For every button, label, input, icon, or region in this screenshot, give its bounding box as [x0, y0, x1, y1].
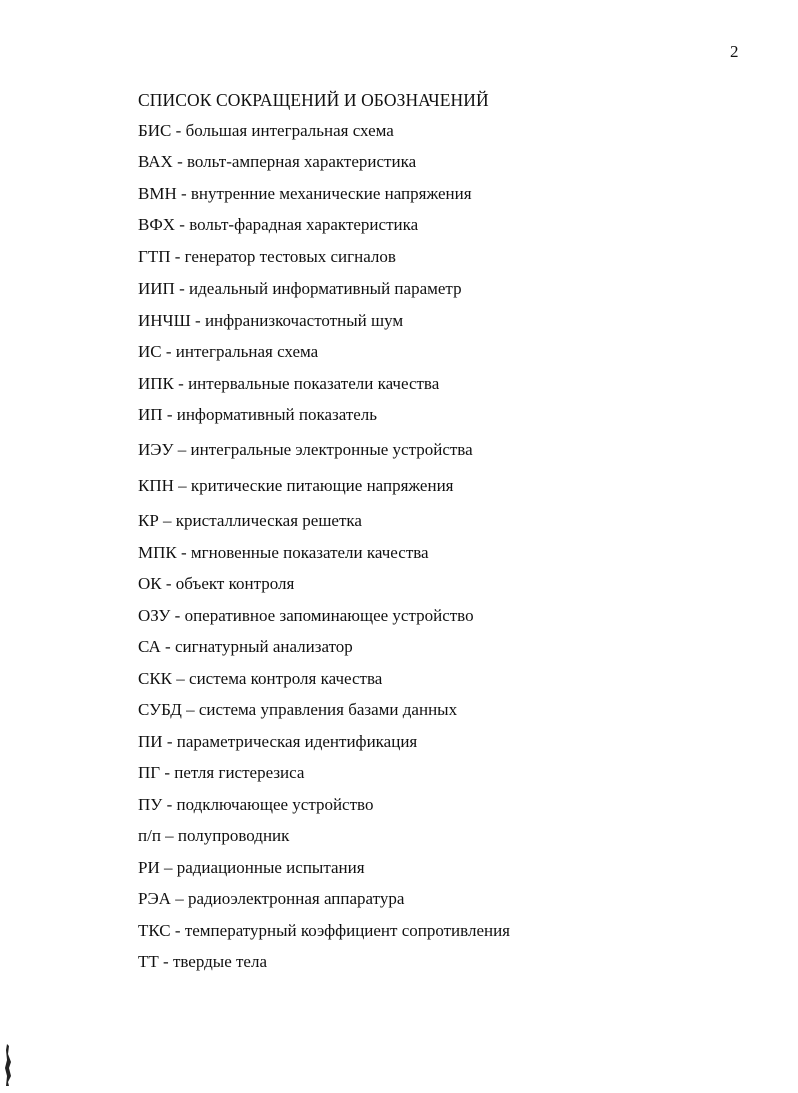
- abbreviation-definition: параметрическая идентификация: [176, 732, 418, 751]
- abbreviation-definition: радиоэлектронная аппаратура: [187, 889, 405, 908]
- abbreviation-separator: -: [170, 247, 185, 266]
- abbreviation-entry: [138, 440, 473, 460]
- scan-artifact-mark: [5, 1042, 13, 1088]
- abbreviation-separator: –: [173, 440, 191, 459]
- abbreviation-entry: [138, 826, 289, 846]
- abbreviation-definition: радиационные испытания: [176, 858, 365, 877]
- abbreviation-separator: -: [158, 952, 173, 971]
- abbreviation-entry: [138, 763, 304, 783]
- abbreviation-separator: –: [172, 669, 190, 688]
- abbreviation-separator: -: [161, 342, 176, 361]
- abbreviation-definition: интервальные показатели качества: [188, 374, 440, 393]
- abbreviation-term: ПГ: [138, 763, 161, 782]
- abbreviation-definition: полупроводник: [177, 826, 290, 845]
- abbreviation-term: ИИП: [138, 279, 175, 298]
- abbreviation-separator: -: [176, 543, 191, 562]
- abbreviation-definition: вольт-амперная характеристика: [187, 152, 417, 171]
- abbreviation-term: СКК: [138, 669, 173, 688]
- abbreviation-term: РИ: [138, 858, 160, 877]
- abbreviation-term: КПН: [138, 476, 174, 495]
- abbreviation-term: ВМН: [138, 184, 177, 203]
- abbreviation-definition: петля гистерезиса: [174, 763, 305, 782]
- abbreviation-entry: [138, 311, 403, 331]
- abbreviation-separator: -: [162, 795, 177, 814]
- abbreviation-entry: [138, 247, 396, 267]
- abbreviation-entry: [138, 543, 429, 563]
- abbreviation-entry: [138, 374, 439, 394]
- abbreviation-term: ОК: [138, 574, 162, 593]
- abbreviation-entry: [138, 952, 267, 972]
- abbreviation-definition: твердые тела: [172, 952, 268, 971]
- abbreviation-entry: [138, 700, 457, 720]
- abbreviation-entry: [138, 121, 394, 141]
- abbreviation-entry: [138, 637, 353, 657]
- abbreviation-separator: -: [170, 606, 185, 625]
- abbreviation-entry: [138, 858, 365, 878]
- abbreviation-definition: вольт-фарадная характеристика: [189, 215, 419, 234]
- abbreviation-entry: [138, 184, 472, 204]
- abbreviation-separator: –: [173, 476, 191, 495]
- abbreviation-term: СУБД: [138, 700, 182, 719]
- abbreviation-separator: -: [175, 215, 190, 234]
- abbreviation-term: ГТП: [138, 247, 171, 266]
- abbreviation-definition: мгновенные показатели качества: [190, 543, 429, 562]
- abbreviation-separator: -: [170, 921, 185, 940]
- abbreviation-definition: объект контроля: [175, 574, 295, 593]
- abbreviation-term: ТКС: [138, 921, 171, 940]
- abbreviation-separator: -: [160, 763, 175, 782]
- abbreviation-term: ТТ: [138, 952, 159, 971]
- abbreviation-separator: -: [190, 311, 205, 330]
- abbreviation-separator: –: [158, 511, 176, 530]
- abbreviation-entry: [138, 215, 418, 235]
- page-title: СПИСОК СОКРАЩЕНИЙ И ОБОЗНАЧЕНИЙ: [138, 90, 489, 110]
- abbreviation-entry: [138, 476, 454, 496]
- abbreviation-entry: [138, 279, 462, 299]
- abbreviation-term: ИП: [138, 405, 163, 424]
- abbreviation-definition: система контроля качества: [189, 669, 383, 688]
- abbreviation-separator: -: [176, 184, 191, 203]
- abbreviation-entry: [138, 669, 382, 689]
- abbreviation-entry: [138, 795, 373, 815]
- abbreviation-definition: система управления базами данных: [198, 700, 458, 719]
- abbreviation-entry: [138, 606, 474, 626]
- abbreviation-term: РЭА: [138, 889, 171, 908]
- abbreviation-term: ИЭУ: [138, 440, 174, 459]
- abbreviation-term: МПК: [138, 543, 177, 562]
- abbreviation-separator: -: [161, 574, 176, 593]
- abbreviation-term: СА: [138, 637, 161, 656]
- abbreviation-definition: подключающее устройство: [176, 795, 374, 814]
- abbreviation-definition: информативный показатель: [176, 405, 378, 424]
- abbreviation-entry: [138, 921, 510, 941]
- abbreviation-separator: –: [159, 858, 177, 877]
- abbreviation-term: ПУ: [138, 795, 163, 814]
- abbreviation-entry: [138, 889, 404, 909]
- abbreviation-definition: интегральная схема: [175, 342, 319, 361]
- abbreviation-separator: -: [173, 374, 189, 393]
- abbreviation-term: ВФХ: [138, 215, 176, 234]
- abbreviation-term: ВАХ: [138, 152, 173, 171]
- abbreviation-separator: –: [160, 826, 178, 845]
- abbreviation-entry: [138, 405, 377, 425]
- abbreviation-term: ИС: [138, 342, 162, 361]
- abbreviation-separator: -: [162, 405, 177, 424]
- abbreviation-separator: –: [181, 700, 199, 719]
- abbreviation-definition: критические питающие напряжения: [190, 476, 454, 495]
- abbreviation-separator: -: [162, 732, 177, 751]
- abbreviation-definition: инфранизкочастотный шум: [204, 311, 404, 330]
- abbreviation-definition: генератор тестовых сигналов: [184, 247, 396, 266]
- abbreviation-definition: большая интегральная схема: [185, 121, 394, 140]
- abbreviation-definition: температурный коэффициент сопротивления: [184, 921, 511, 940]
- abbreviation-separator: -: [171, 121, 186, 140]
- abbreviation-term: п/п: [138, 826, 161, 845]
- abbreviation-definition: интегральные электронные устройства: [190, 440, 473, 459]
- abbreviation-term: БИС: [138, 121, 172, 140]
- abbreviation-term: ИПК: [138, 374, 174, 393]
- abbreviation-term: КР: [138, 511, 159, 530]
- abbreviation-entry: [138, 732, 417, 752]
- abbreviation-entry: [138, 152, 416, 172]
- abbreviation-term: ИНЧШ: [138, 311, 191, 330]
- abbreviation-separator: –: [170, 889, 188, 908]
- abbreviation-definition: оперативное запоминающее устройство: [184, 606, 474, 625]
- abbreviation-separator: -: [174, 279, 190, 298]
- abbreviation-term: ПИ: [138, 732, 163, 751]
- abbreviation-entry: [138, 342, 318, 362]
- abbreviation-definition: идеальный информативный параметр: [189, 279, 462, 298]
- abbreviation-entry: [138, 574, 294, 594]
- abbreviation-definition: внутренние механические напряжения: [190, 184, 472, 203]
- abbreviation-definition: сигнатурный анализатор: [174, 637, 353, 656]
- page-number: 2: [730, 42, 739, 61]
- abbreviation-definition: кристаллическая решетка: [175, 511, 362, 530]
- abbreviation-term: ОЗУ: [138, 606, 171, 625]
- abbreviation-separator: -: [160, 637, 175, 656]
- abbreviation-separator: -: [172, 152, 187, 171]
- abbreviation-entry: [138, 511, 362, 531]
